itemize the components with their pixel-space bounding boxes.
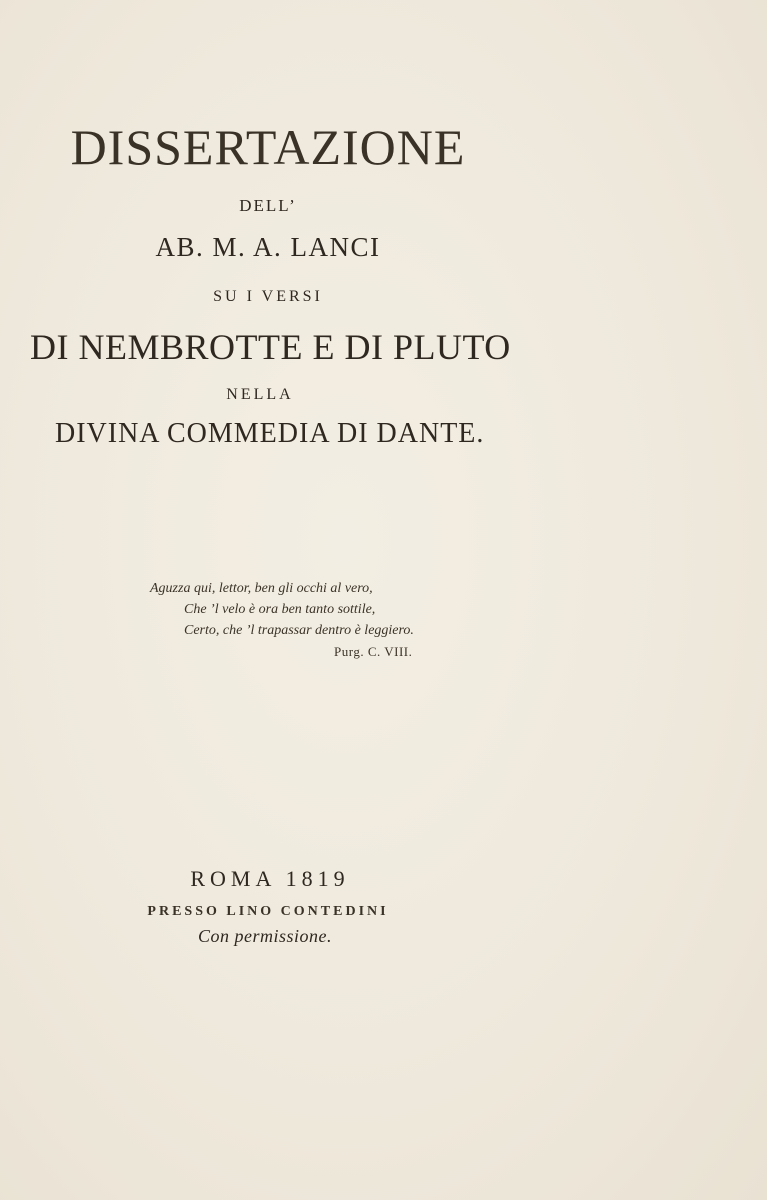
imprint-printer: PRESSO LINO CONTEDINI <box>147 904 389 919</box>
imprint-permission: Con permissione. <box>198 926 332 946</box>
title-subject: DI NEMBROTTE E DI PLUTO <box>30 327 511 367</box>
author-name: AB. M. A. LANCI <box>155 232 381 262</box>
title-nella: NELLA <box>226 386 294 403</box>
epigraph-line-1: Aguzza qui, lettor, ben gli occhi al vero, <box>150 581 373 596</box>
epigraph-line-3: Certo, che ’l trapassar dentro è leggiero. <box>184 623 414 638</box>
epigraph-line-2: Che ’l velo è ora ben tanto sottile, <box>184 602 376 617</box>
imprint-city-year: ROMA 1819 <box>190 866 350 891</box>
epigraph-reference: Purg. C. VIII. <box>334 644 413 659</box>
title-preposition: DELL’ <box>239 196 297 215</box>
epigraph <box>150 578 510 662</box>
title-work: DIVINA COMMEDIA DI DANTE. <box>55 418 485 449</box>
book-title: DISSERTAZIONE <box>70 119 466 175</box>
title-su-versi: SU I VERSI <box>213 288 323 305</box>
